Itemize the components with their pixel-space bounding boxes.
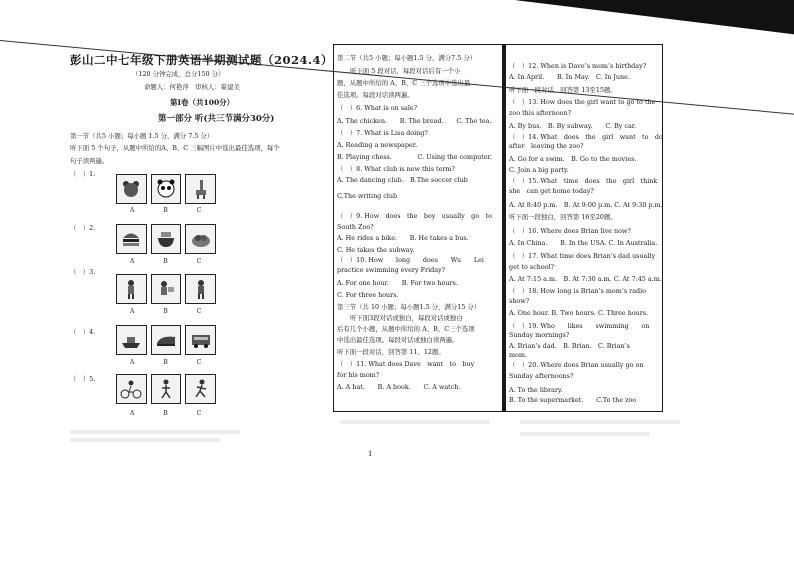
- question-19-line2: Sunday mornings?: [509, 331, 570, 339]
- bleed-through-line: [520, 420, 680, 424]
- section3-instruction-line2: 后有几个小题，从题中所给的 A、B、C三个选项: [337, 325, 475, 333]
- section3-instruction-line1: 听下面3段对话或独白，每段对话或独白: [350, 314, 463, 322]
- question-8: （ ）8. What club is new this term?: [337, 165, 455, 173]
- question-3-pictures: [116, 274, 216, 304]
- question-3-option-labels: [130, 308, 201, 315]
- salad-picture: [185, 224, 216, 254]
- authors: 命题人：何艳萍 审核人：翟建美: [144, 83, 240, 91]
- question-2-number: （ ）2.: [70, 224, 96, 232]
- person-standing-picture: [185, 274, 216, 304]
- question-13-options: A. By bus. B. By subway. C. By car.: [509, 122, 637, 130]
- question-1-number: （ ）1.: [70, 170, 96, 178]
- option-b-label: B: [163, 359, 168, 366]
- question-8-options-ab: A. The dancing club. B.The soccer club: [337, 176, 468, 184]
- question-12: （ ）12. When is Dave’s mom’s birthday?: [509, 62, 647, 70]
- option-a-label: A: [130, 359, 135, 366]
- question-13-line2: zoo this afternoon?: [509, 109, 572, 117]
- option-a-label: A: [130, 410, 135, 417]
- scan-dark-corner: [516, 0, 794, 39]
- option-a-label: A: [130, 308, 135, 315]
- section3-instruction-line4: 听下面一段对话，回答第 11、12题。: [337, 348, 445, 356]
- option-a-label: A: [130, 207, 135, 214]
- option-b-label: B: [163, 258, 168, 265]
- option-c-label: C: [196, 308, 202, 315]
- section2-title: 第二节（共5 小题；每小题1.5 分，满分7.5 分）: [337, 54, 477, 62]
- option-b-label: B: [163, 410, 168, 417]
- question-15-line1: （ ）15. What time does the girl think: [509, 177, 658, 185]
- question-4-pictures: [116, 325, 216, 355]
- instruction-13-15: 听下面一段对话，回答第 13至15题。: [509, 86, 617, 94]
- train-picture: [151, 325, 182, 355]
- question-9-options-ab: A. He rides a bike. B. He takes a bus.: [337, 234, 469, 242]
- question-9-line1: （ ）9. How does the boy usually go to: [337, 212, 492, 220]
- question-6: （ ）6. What is on sale?: [337, 104, 418, 112]
- volume-heading: 第Ⅰ卷（共100分）: [170, 98, 235, 107]
- option-c-label: C: [196, 359, 202, 366]
- exam-title: 彭山二中七年级下册英语半期测试题（2024.4）: [70, 53, 334, 67]
- section1-instruction-line2: 句子读两遍。: [70, 157, 109, 165]
- question-20-options-bc: B. To the supermarket. C.To the zoo: [509, 396, 637, 404]
- question-1-option-labels: [130, 207, 201, 214]
- question-12-options: A. In April. B. In May. C. In June.: [509, 73, 630, 81]
- question-14-line2: after leaving the zoo?: [509, 142, 584, 150]
- question-5-option-labels: [130, 410, 201, 417]
- question-7-options-bc: B. Playing chess. C. Using the computer.: [337, 153, 493, 161]
- question-14-option-c: C. Join a big party.: [509, 166, 569, 174]
- person-reading-picture: [151, 274, 182, 304]
- question-20-option-a: A. To the library.: [509, 386, 563, 394]
- option-c-label: C: [196, 258, 202, 265]
- option-b-label: B: [163, 207, 168, 214]
- hamburger-picture: [116, 224, 147, 254]
- section1-title: 第一节（共5 小题；每小题 1.5 分，满分 7.5 分）: [70, 132, 214, 140]
- question-3-number: （ ）3.: [70, 268, 96, 276]
- section3-instruction-line3: 中选出最佳选项。每段对话或独白读两遍。: [337, 336, 459, 344]
- section3-title: 第三节（共 10 小题；每小题1.5 分，满分15 分）: [337, 303, 481, 311]
- question-20-line1: （ ）20. Where does Brian usually go on: [509, 361, 644, 369]
- instruction-16-20: 听下面一段独白，回答第 16至20题。: [509, 213, 617, 221]
- person-cycling-picture: [116, 374, 147, 404]
- question-15-line2: she can get home today?: [509, 187, 594, 195]
- question-20-line2: Sunday afternoons?: [509, 372, 574, 380]
- question-10-line1: （ ）10. How long does Wu Lei: [337, 256, 484, 264]
- page-mark: 1: [368, 450, 373, 458]
- time-and-score: （120 分钟完成，总分150 分）: [132, 70, 225, 78]
- question-13-line1: （ ）13. How does the girl want to go to the: [509, 98, 656, 106]
- ship-picture: [116, 325, 147, 355]
- question-16: （ ）16. Where does Brian live now?: [509, 227, 631, 235]
- question-16-options: A. In China. B. In the USA. C. In Australia.: [509, 239, 658, 247]
- question-5-pictures: [116, 374, 216, 404]
- bowl-picture: [151, 224, 182, 254]
- bleed-through-line: [70, 438, 220, 442]
- question-15-options: A. At 8:40 p.m. B. At 9:00 p.m. C. At 9:30 p.m.: [509, 201, 663, 209]
- question-7-option-a: A. Reading a newspaper.: [337, 141, 418, 149]
- option-c-label: C: [196, 410, 202, 417]
- question-18-options: A. One hour. B. Two hours. C. Three hours.: [509, 309, 649, 317]
- question-11-line1: （ ）11. What does Dave want to buy: [337, 360, 475, 368]
- person-running-picture: [185, 374, 216, 404]
- question-14-options-ab: A. Go for a swim. B. Go to the movies.: [509, 155, 637, 163]
- section2-instruction-line3: 佳选项。每段对话读两遍。: [337, 91, 414, 99]
- question-2-pictures: [116, 224, 216, 254]
- option-b-label: B: [163, 308, 168, 315]
- question-8-option-c: C.The writing club: [337, 192, 398, 200]
- question-6-options: A. The chicken. B. The bread. C. The tea.: [337, 117, 492, 125]
- question-10-line2: practice swimming every Friday?: [337, 266, 446, 274]
- question-4-option-labels: [130, 359, 201, 366]
- question-10-options-ab: A. For one hour. B. For two hours.: [337, 279, 458, 287]
- question-4-number: （ ）4.: [70, 328, 96, 336]
- bleed-through-line: [70, 430, 240, 434]
- question-19-options: A. Brian’s dad. B. Brian. C. Brian’s: [509, 342, 630, 350]
- option-c-label: C: [196, 207, 202, 214]
- panda-picture: [151, 174, 182, 204]
- bleed-through-line: [520, 432, 650, 436]
- question-9-option-c: C. He takes the subway.: [337, 246, 415, 254]
- option-a-label: A: [130, 258, 135, 265]
- bear-picture: [116, 174, 147, 204]
- question-7: （ ）7. What is Lisa doing?: [337, 129, 428, 137]
- bleed-through-line: [340, 420, 490, 424]
- bus-picture: [185, 325, 216, 355]
- giraffe-picture: [185, 174, 216, 204]
- section2-instruction-line2: 题，从题中所给的 A、B、C 三个选项中选出最: [337, 79, 471, 87]
- question-10-option-c: C. For three hours.: [337, 291, 399, 299]
- question-17-line1: （ ）17. What time does Brian’s dad usually: [509, 252, 656, 260]
- section1-instruction-line1: 听下面 5 个句子，从题中所给的A、B、C 三幅图片中选出最佳选项，每个: [70, 144, 280, 152]
- question-19-line1: （ ）19. Who likes swimming on: [509, 322, 650, 330]
- person-walking-picture: [151, 374, 182, 404]
- question-11-line2: for his mom?: [337, 371, 380, 379]
- section2-instruction-line1: 听下面 5 段对话，每段对话后有一个小: [350, 67, 461, 75]
- question-2-option-labels: [130, 258, 201, 265]
- person-cooking-picture: [116, 274, 147, 304]
- question-14-line1: （ ）14. What does the girl want to do: [509, 133, 663, 141]
- question-18-line1: （ ）18. How long is Brian’s mom’s radio: [509, 287, 646, 295]
- question-17-line2: get to school?: [509, 263, 555, 271]
- question-11-options: A. A hat. B. A book. C. A watch.: [337, 383, 461, 391]
- question-19-options-cont: mom.: [509, 351, 527, 359]
- question-1-pictures: [116, 174, 216, 204]
- part-heading: 第一部分 听(共三节满分30分): [158, 114, 275, 124]
- question-18-line2: show?: [509, 297, 530, 305]
- question-5-number: （ ）5.: [70, 375, 96, 383]
- question-9-line2: South Zoo?: [337, 223, 374, 231]
- question-17-options: A. At 7:15 a.m. B. At 7:30 a.m. C. At 7:45 a.m.: [509, 275, 662, 283]
